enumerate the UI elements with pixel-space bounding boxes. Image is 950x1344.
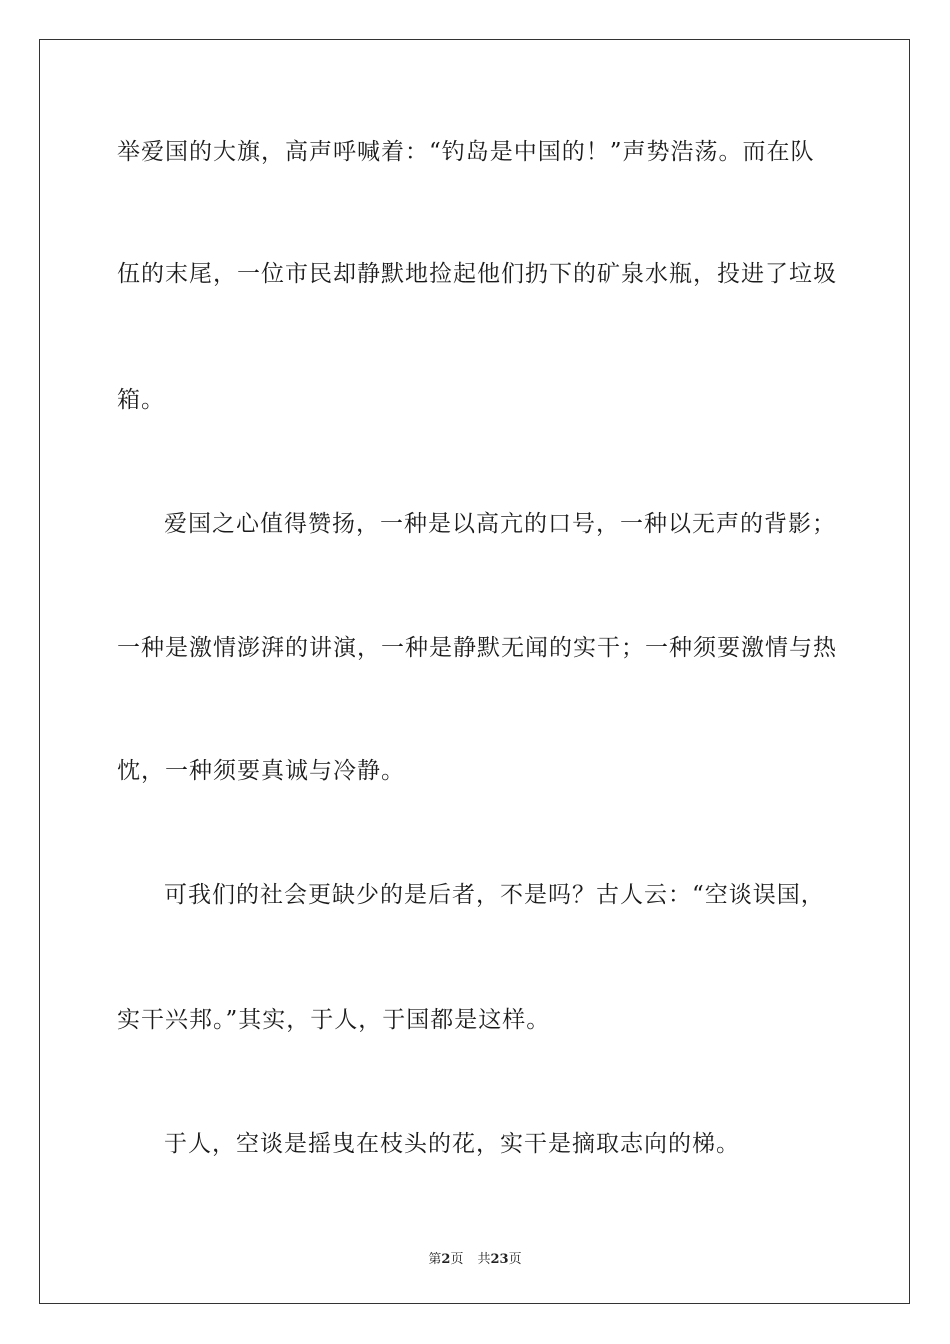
page-border: [39, 39, 910, 1304]
body-text-line: 实干兴邦。”其实，于人，于国都是这样。: [117, 1007, 551, 1033]
paragraph-first-line: 可我们的社会更缺少的是后者，不是吗？古人云：“空谈误国，: [164, 882, 825, 908]
paragraph-first-line: 爱国之心值得赞扬，一种是以高亢的口号，一种以无声的背影；: [164, 511, 836, 537]
paragraph-first-line: 于人，空谈是摇曳在枝头的花，实干是摘取志向的梯。: [164, 1131, 740, 1157]
body-text-line: 箱。: [117, 387, 165, 413]
body-text-line: 伍的末尾，一位市民却静默地捡起他们扔下的矿泉水瓶，投进了垃圾: [117, 261, 837, 287]
page-number: 第2页: [428, 1252, 464, 1267]
body-text-line: 忱，一种须要真诚与冷静。: [117, 758, 405, 784]
body-text-line: 一种是激情澎湃的讲演，一种是静默无闻的实干；一种须要激情与热: [117, 635, 837, 661]
page-footer: [0, 1248, 950, 1267]
page-total: 共23页: [477, 1252, 522, 1267]
body-text-line: 举爱国的大旗，高声呼喊着：“钓岛是中国的！”声势浩荡。而在队: [117, 139, 815, 165]
